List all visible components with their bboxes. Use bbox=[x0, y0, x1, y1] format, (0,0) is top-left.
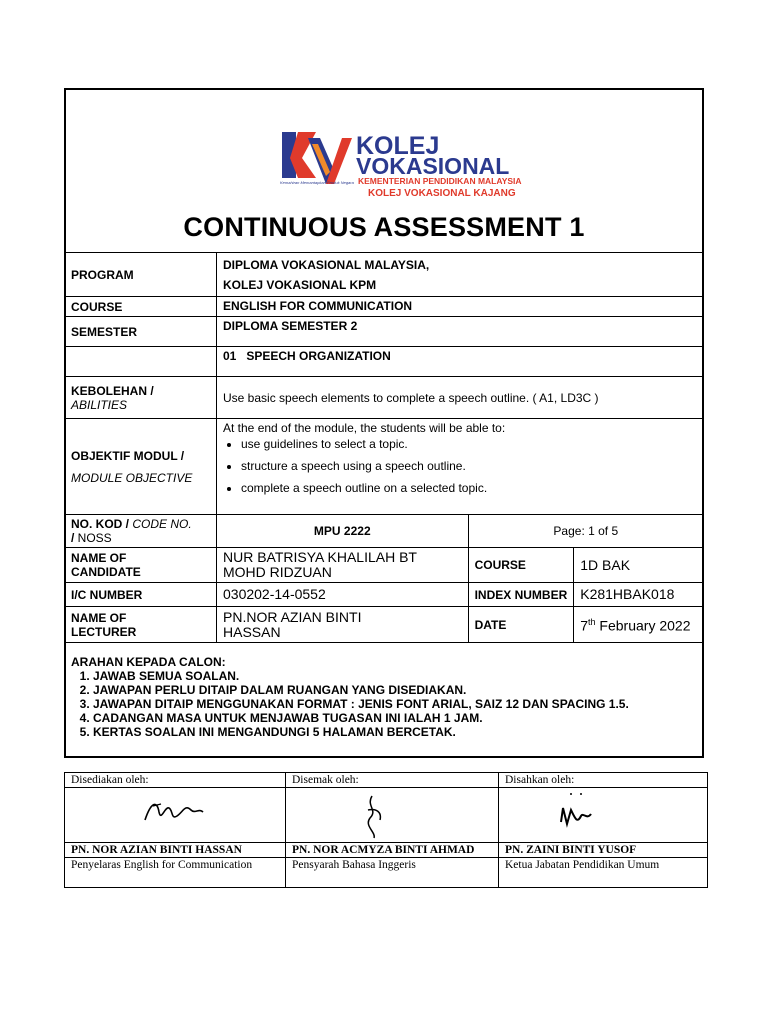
program-value bbox=[217, 253, 704, 297]
code-label bbox=[65, 515, 217, 548]
kv-emblem-icon bbox=[272, 118, 532, 204]
instruction-item: 2. JAWAPAN PERLU DITAIP DALAM RUANGAN YANG DISEDIAKAN. bbox=[93, 683, 697, 697]
abilities-label-ms: KEBOLEHAN / bbox=[71, 383, 154, 398]
instruction-item: 1. JAWAB SEMUA SOALAN. bbox=[93, 669, 697, 683]
checked-by-role: Pensyarah Bahasa Inggeris bbox=[286, 858, 499, 888]
date-rest: February 2022 bbox=[595, 617, 691, 634]
lecturer-value-line1: PN.NOR AZIAN BINTI bbox=[223, 608, 362, 625]
prepared-by-name: PN. NOR AZIAN BINTI HASSAN bbox=[65, 843, 286, 858]
candidate-value-line1: NUR BATRISYA KHALILAH BT bbox=[223, 549, 417, 565]
candidate-label bbox=[65, 548, 217, 583]
program-value-line2: KOLEJ VOKASIONAL KPM bbox=[223, 277, 377, 292]
lecturer-label bbox=[65, 607, 217, 643]
objective-intro: At the end of the module, the students will be able to: bbox=[223, 421, 506, 435]
candidate-value bbox=[217, 548, 469, 583]
course-label: COURSE bbox=[65, 297, 217, 317]
objective-item: • complete a speech outline on a selected topic. bbox=[241, 481, 697, 495]
candidate-label-line1: NAME OF bbox=[71, 551, 127, 565]
instructions-cell bbox=[65, 643, 704, 753]
signature-1 bbox=[65, 788, 286, 843]
instructions-title: ARAHAN KEPADA CALON: bbox=[71, 655, 226, 669]
checked-by-header: Disemak oleh: bbox=[286, 773, 499, 788]
candidate-label-line2: CANDIDATE bbox=[71, 565, 141, 579]
program-label: PROGRAM bbox=[65, 253, 217, 297]
instruction-item: 4. CADANGAN MASA UNTUK MENJAWAB TUGASAN INI IALAH 1 JAM. bbox=[93, 711, 697, 725]
signature-3 bbox=[499, 788, 708, 843]
lecturer-value bbox=[217, 607, 469, 643]
instruction-item: 5. KERTAS SOALAN INI MENGANDUNGI 5 HALAMAN BERCETAK. bbox=[93, 725, 697, 739]
handwritten-signature-icon bbox=[139, 794, 209, 830]
date-label: DATE bbox=[468, 607, 574, 643]
approved-by-header: Disahkan oleh: bbox=[499, 773, 708, 788]
document-title: CONTINUOUS ASSESSMENT 1 bbox=[183, 212, 585, 242]
lecturer-value-line2: HASSAN bbox=[223, 623, 281, 640]
abilities-label-en: ABILITIES bbox=[71, 397, 128, 412]
date-suffix: th bbox=[588, 617, 596, 628]
objective-list bbox=[223, 437, 697, 495]
handwritten-signature-icon bbox=[354, 792, 394, 840]
date-day: 7 bbox=[580, 617, 589, 634]
index-value: K281HBAK018 bbox=[574, 583, 704, 607]
code-label-noss: NOSS bbox=[77, 531, 112, 545]
instruction-item: 3. JAWAPAN DITAIP MENGGUNAKAN FORMAT : JENIS FONT ARIAL, SAIZ 12 DAN SPACING 1.5. bbox=[93, 697, 697, 711]
code-value: MPU 2222 bbox=[217, 515, 469, 548]
objective-label bbox=[65, 419, 217, 515]
svg-text:VOKASIONAL: VOKASIONAL bbox=[356, 153, 510, 179]
instructions-list bbox=[71, 669, 697, 739]
code-label-en: CODE NO. bbox=[132, 517, 192, 531]
svg-text:Kemahiran Memantapkan Produk N: Kemahiran Memantapkan Produk Negara bbox=[280, 180, 354, 185]
lecturer-label-line2: LECTURER bbox=[71, 624, 137, 639]
objective-label-ms: OBJEKTIF MODUL / bbox=[71, 448, 185, 463]
objective-item: • use guidelines to select a topic. bbox=[241, 437, 697, 451]
page-value: Page: 1 of 5 bbox=[468, 515, 703, 548]
svg-text:KOLEJ VOKASIONAL KAJANG: KOLEJ VOKASIONAL KAJANG bbox=[368, 188, 516, 199]
objective-item: • structure a speech using a speech outline. bbox=[241, 459, 697, 473]
candidate-value-line2: MOHD RIDZUAN bbox=[223, 564, 332, 580]
course2-label: COURSE bbox=[468, 548, 574, 583]
kolej-vokasional-logo bbox=[272, 118, 532, 204]
svg-text:KOLEJ: KOLEJ bbox=[356, 132, 440, 160]
index-label: INDEX NUMBER bbox=[468, 583, 574, 607]
semester-value: DIPLOMA SEMESTER 2 bbox=[217, 317, 704, 347]
assessment-info-table bbox=[64, 252, 704, 753]
semester-label: SEMESTER bbox=[65, 317, 217, 347]
objective-label-en: MODULE OBJECTIVE bbox=[71, 470, 193, 485]
objective-value bbox=[217, 419, 704, 515]
abilities-value: Use basic speech elements to complete a speech outline. ( A1, LD3C ) bbox=[217, 377, 704, 419]
prepared-by-role: Penyelaras English for Communication bbox=[65, 858, 286, 888]
lecturer-label-line1: NAME OF bbox=[71, 610, 127, 625]
module-label bbox=[65, 347, 217, 377]
abilities-label bbox=[65, 377, 217, 419]
date-value bbox=[574, 607, 704, 643]
code-label-ms: NO. KOD / bbox=[71, 517, 133, 531]
module-value: 01 SPEECH ORGANIZATION bbox=[217, 347, 704, 377]
signature-2 bbox=[286, 788, 499, 843]
handwritten-signature-icon bbox=[553, 790, 603, 834]
approved-by-name: PN. ZAINI BINTI YUSOF bbox=[499, 843, 708, 858]
course-value: ENGLISH FOR COMMUNICATION bbox=[217, 297, 704, 317]
checked-by-name: PN. NOR ACMYZA BINTI AHMAD bbox=[286, 843, 499, 858]
code-label-sep: / bbox=[71, 531, 78, 545]
ic-value: 030202-14-0552 bbox=[217, 583, 469, 607]
approved-by-role: Ketua Jabatan Pendidikan Umum bbox=[499, 858, 708, 888]
svg-text:KEMENTERIAN PENDIDIKAN MALAYSI: KEMENTERIAN PENDIDIKAN MALAYSIA bbox=[358, 176, 522, 186]
signature-table bbox=[64, 772, 708, 888]
course2-value: 1D BAK bbox=[574, 548, 704, 583]
prepared-by-header: Disediakan oleh: bbox=[65, 773, 286, 788]
ic-label: I/C NUMBER bbox=[65, 583, 217, 607]
program-value-line1: DIPLOMA VOKASIONAL MALAYSIA, bbox=[223, 257, 430, 272]
